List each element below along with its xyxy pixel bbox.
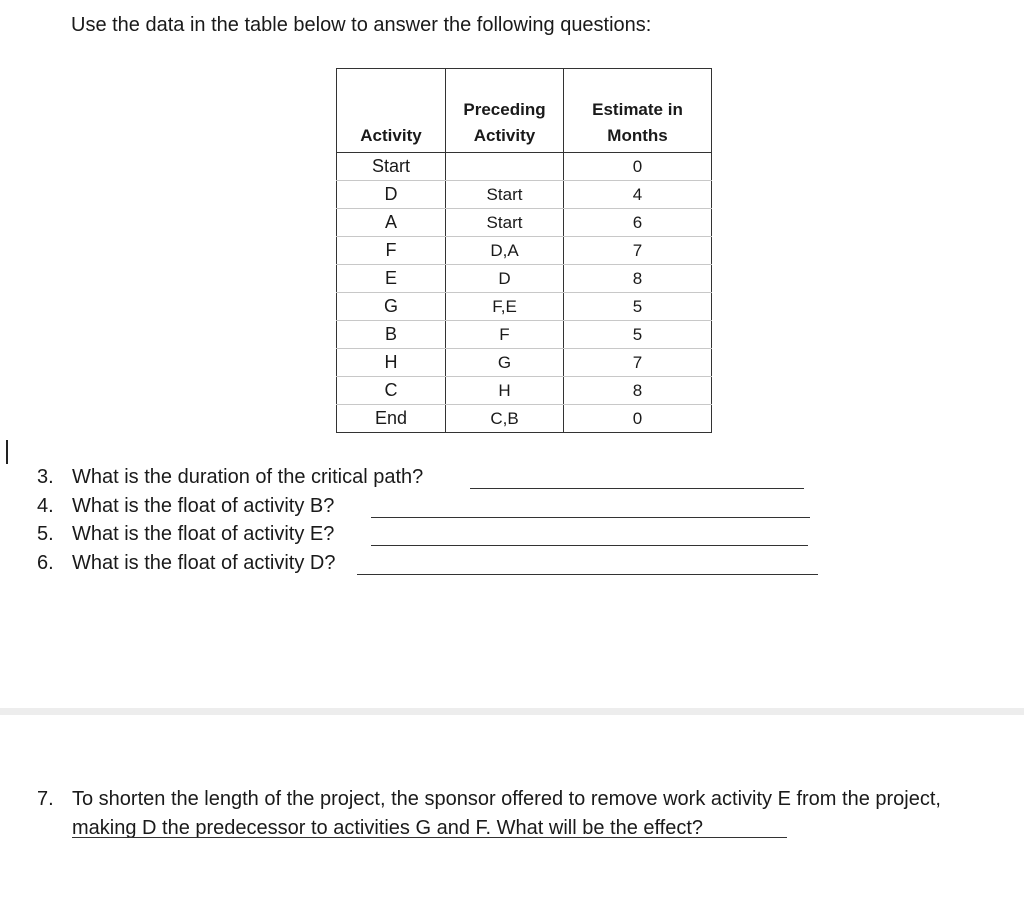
- text-cursor: [6, 440, 8, 464]
- cell-activity: Start: [337, 153, 446, 181]
- table-row: [337, 181, 712, 209]
- cell-estimate: 8: [564, 265, 712, 293]
- cell-preceding-activity: C,B: [446, 405, 564, 433]
- table-row: [337, 265, 712, 293]
- cell-activity: F: [337, 237, 446, 265]
- cell-estimate: 5: [564, 321, 712, 349]
- cell-activity: G: [337, 293, 446, 321]
- table-row: [337, 377, 712, 405]
- table-body: [337, 153, 712, 433]
- cell-activity: C: [337, 377, 446, 405]
- question-number: 6.: [37, 551, 54, 574]
- question-number: 5.: [37, 523, 54, 545]
- table-row: [337, 237, 712, 265]
- cell-activity: H: [337, 349, 446, 377]
- header-estimate-line2: Months: [607, 126, 668, 145]
- question-text: What is the float of activity D?: [72, 551, 336, 574]
- question-number: 7.: [37, 788, 54, 810]
- cell-preceding-activity: D,A: [446, 237, 564, 265]
- cell-activity: D: [337, 181, 446, 209]
- header-activity: [337, 69, 446, 153]
- question-number: 3.: [37, 466, 54, 488]
- question-text-line1: To shorten the length of the project, the sponsor offered to remove work activity E from the project,: [72, 788, 941, 810]
- cell-preceding-activity: F: [446, 321, 564, 349]
- answer-blank[interactable]: [371, 517, 810, 518]
- cell-estimate: 5: [564, 293, 712, 321]
- table-row: [337, 405, 712, 433]
- cell-preceding-activity: [446, 153, 564, 181]
- question-text: What is the float of activity E?: [72, 523, 335, 545]
- table-row: [337, 321, 712, 349]
- header-estimate: [564, 69, 712, 153]
- table-header-row: [337, 69, 712, 153]
- answer-blank[interactable]: [371, 545, 808, 546]
- question-text: What is the float of activity B?: [72, 494, 335, 517]
- cell-estimate: 0: [564, 153, 712, 181]
- cell-estimate: 7: [564, 237, 712, 265]
- cell-preceding-activity: H: [446, 377, 564, 405]
- instructions-text: Use the data in the table below to answer the following questions:: [71, 14, 652, 36]
- cell-preceding-activity: Start: [446, 181, 564, 209]
- answer-blank[interactable]: [357, 574, 818, 575]
- header-preceding-activity: [446, 69, 564, 153]
- cell-activity: B: [337, 321, 446, 349]
- page-divider: [0, 708, 1024, 715]
- header-activity-label: Activity: [360, 126, 422, 145]
- question-text: What is the duration of the critical path?: [72, 466, 424, 488]
- cell-activity: A: [337, 209, 446, 237]
- header-preceding-line2: Activity: [473, 126, 536, 145]
- cell-preceding-activity: G: [446, 349, 564, 377]
- cell-estimate: 8: [564, 377, 712, 405]
- cell-preceding-activity: D: [446, 265, 564, 293]
- cell-estimate: 4: [564, 181, 712, 209]
- table-row: [337, 293, 712, 321]
- table-row: [337, 209, 712, 237]
- cell-preceding-activity: Start: [446, 209, 564, 237]
- cell-activity: E: [337, 265, 446, 293]
- cell-activity: End: [337, 405, 446, 433]
- header-preceding-line1: Preceding: [463, 100, 546, 119]
- table-row: [337, 153, 712, 181]
- cell-estimate: 0: [564, 405, 712, 433]
- question-number: 4.: [37, 494, 54, 517]
- answer-blank[interactable]: [72, 837, 787, 838]
- header-estimate-line1: Estimate in: [592, 100, 683, 119]
- cell-estimate: 6: [564, 209, 712, 237]
- answer-blank[interactable]: [470, 488, 804, 489]
- cell-preceding-activity: F,E: [446, 293, 564, 321]
- cell-estimate: 7: [564, 349, 712, 377]
- activity-table: [336, 68, 712, 433]
- question-text-line2: making D the predecessor to activities G and F. What will be the effect?: [72, 817, 704, 839]
- table-row: [337, 349, 712, 377]
